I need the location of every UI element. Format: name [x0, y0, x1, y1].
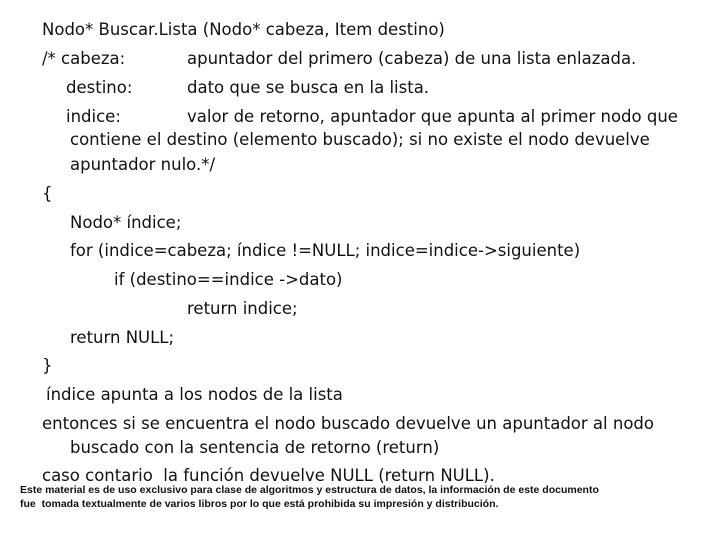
- code-declaration: Nodo* índice;: [70, 213, 182, 232]
- code-return-indice: return indice;: [187, 299, 298, 318]
- code-for-loop: for (indice=cabeza; índice !=NULL; indice=indice->siguiente): [70, 241, 581, 260]
- footer-notice-line-1: Este material es de uso exclusivo para clase de algoritmos y estructura de datos, la información de este documento: [20, 484, 599, 496]
- function-signature: Nodo* Buscar.Lista (Nodo* cabeza, Item destino): [42, 20, 445, 39]
- open-brace: {: [42, 184, 53, 203]
- explanation-line-4: caso contario la función devuelve NULL (return NULL).: [42, 466, 495, 485]
- close-brace: }: [42, 356, 53, 375]
- explanation-line-2: entonces si se encuentra el nodo buscado devuelve un apuntador al nodo: [42, 414, 654, 433]
- comment-continuation-2: apuntador nulo.*/: [70, 155, 216, 174]
- comment-continuation-1: contiene el destino (elemento buscado); si no existe el nodo devuelve: [70, 130, 650, 149]
- comment-param-cabeza-label: /* cabeza:: [42, 49, 126, 68]
- explanation-line-3: buscado con la sentencia de retorno (return): [70, 438, 440, 457]
- comment-param-destino-label: destino:: [66, 78, 133, 97]
- comment-param-cabeza-desc: apuntador del primero (cabeza) de una lista enlazada.: [187, 49, 637, 68]
- code-return-null: return NULL;: [70, 328, 175, 347]
- explanation-line-1: índice apunta a los nodos de la lista: [46, 385, 343, 404]
- comment-param-destino-desc: dato que se busca en la lista.: [187, 78, 430, 97]
- code-if-statement: if (destino==indice ->dato): [114, 270, 343, 289]
- comment-param-indice-desc: valor de retorno, apuntador que apunta al primer nodo que: [187, 107, 678, 126]
- comment-param-indice-label: indice:: [66, 107, 121, 126]
- footer-notice-line-2: fue tomada textualmente de varios libros por lo que está prohibida su impresión y distribución.: [20, 498, 499, 510]
